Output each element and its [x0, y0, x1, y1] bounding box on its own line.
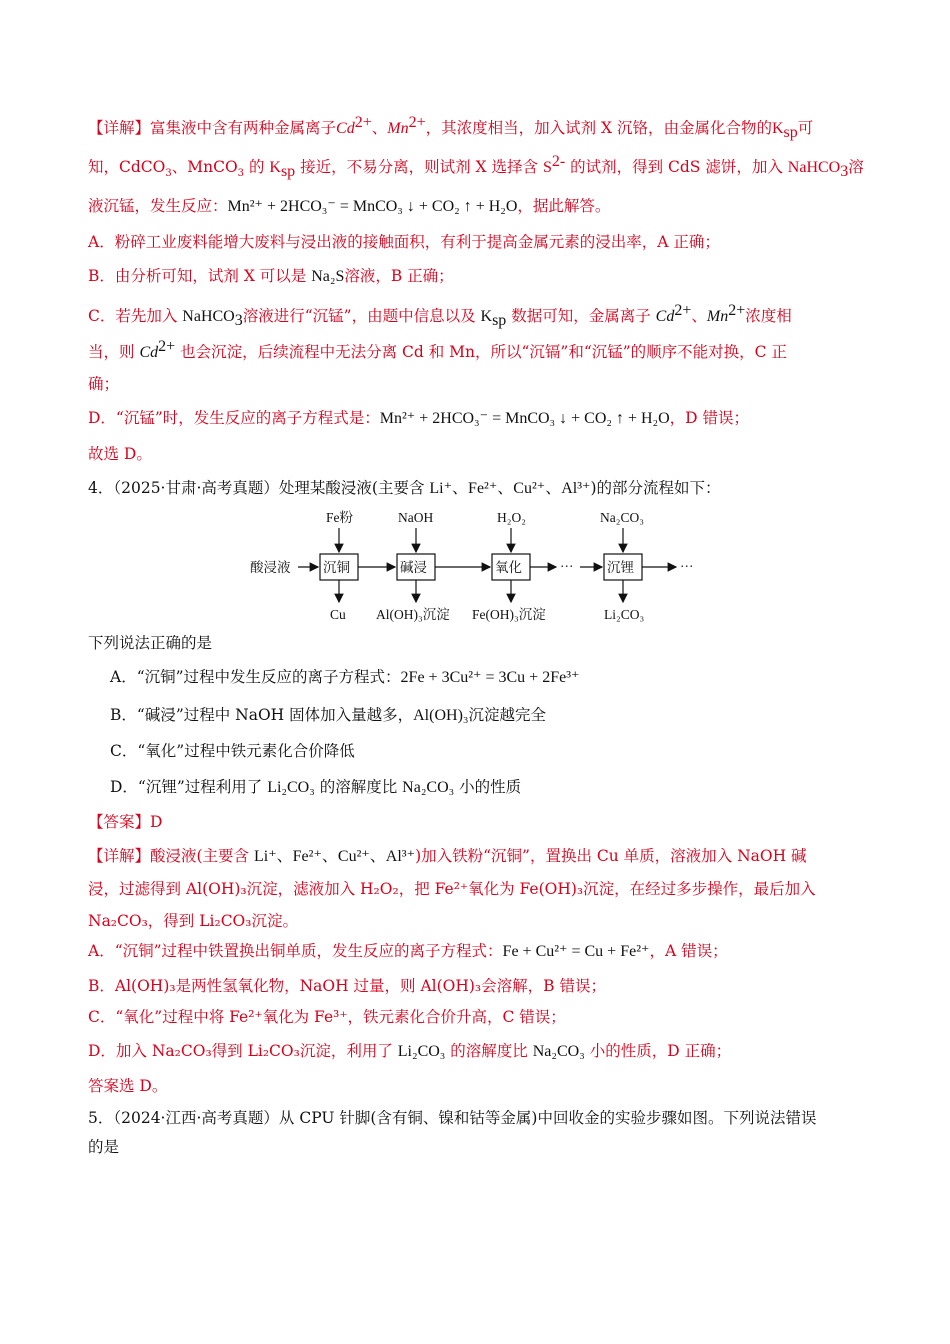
- product-label: Cu: [330, 607, 346, 622]
- charge: 2+: [354, 113, 372, 131]
- formula: Na₂S: [311, 268, 345, 285]
- subscript: 3: [165, 168, 172, 180]
- explain-4-answer: [88, 1075, 878, 1097]
- explain-4-option-a: [88, 940, 878, 963]
- stem-text: 4．（2025·甘肃·高考真题）处理某酸浸液(主要含: [88, 479, 430, 497]
- option-c-line-3: [88, 373, 878, 395]
- explain-line-2: [88, 152, 878, 181]
- explain-4-option-d: [88, 1040, 878, 1063]
- option-text: 当，则: [88, 343, 140, 361]
- diagram-input-label: 酸浸液: [250, 560, 291, 575]
- box-label: 沉铜: [323, 560, 350, 575]
- option-text: A．“沉铜”过程中发生反应的离子方程式：: [110, 668, 401, 686]
- explain-text: 浸，过滤得到 Al(OH)₃沉淀，滤液加入 H₂O₂，把 Fe²⁺氧化为 Fe(OH)₃沉淀，在经过多步操作，最后加入: [88, 880, 816, 898]
- reagent-label: H₂O₂: [497, 510, 526, 525]
- explain-text: B．Al(OH)₃是两性氢氧化物，NaOH 过量，则 Al(OH)₃会溶解，B 错误；: [88, 977, 606, 995]
- option-c-line-2: [88, 337, 878, 364]
- explain-text: 【详解】酸浸液(主要含: [88, 847, 254, 865]
- explain-text: 可: [797, 119, 814, 137]
- explain-4-line-3: [88, 910, 878, 932]
- answer-text: 答案选 D。: [88, 1077, 168, 1095]
- explain-4-line-1: [88, 845, 878, 868]
- option-text: 小的性质: [454, 778, 522, 796]
- box-label: 氧化: [495, 560, 522, 575]
- stem-text: )的部分流程如下：: [590, 479, 721, 497]
- option-a: [88, 231, 878, 253]
- explain-text: 的溶解度比: [445, 1042, 533, 1060]
- option-text: 溶液进行“沉锰”，由题中信息以及: [242, 307, 481, 325]
- charge: 2+: [158, 337, 176, 355]
- ions: Li⁺、Fe²⁺、Cu²⁺、Al³⁺: [253, 848, 416, 865]
- explain-4-line-2: [88, 878, 878, 900]
- flow-ellipsis: ···: [680, 559, 694, 574]
- option-text: A．粉碎工业废料能增大废料与浸出液的接触面积，有利于提高金属元素的浸出率，A 正确；: [88, 233, 720, 251]
- ksp-symbol: K: [480, 308, 493, 325]
- question-4-stem: [88, 477, 878, 500]
- cd-ion: Cd: [655, 308, 675, 325]
- prompt-text: 下列说法正确的是: [88, 634, 213, 652]
- ions: Li⁺、Fe²⁺、Cu²⁺、Al³⁺: [429, 480, 591, 497]
- ksp-sub: sp: [280, 163, 296, 181]
- explain-text: C．“氧化”过程中将 Fe²⁺氧化为 Fe³⁺，铁元素化合价升高，C 错误；: [88, 1008, 566, 1026]
- explain-text: 液沉锰，发生反应：: [88, 197, 228, 215]
- option-text: 、: [691, 307, 707, 325]
- explain-text: 知，CdCO: [88, 158, 166, 176]
- box-label: 碱浸: [400, 560, 427, 575]
- reagent-label: NaOH: [398, 510, 434, 525]
- explain-text: 、MnCO: [171, 158, 238, 176]
- formula: Li₂CO₃: [267, 779, 315, 796]
- explain-line-3: [88, 195, 878, 218]
- q4-option-b: [110, 704, 900, 727]
- answer-4: [88, 811, 878, 833]
- option-text: D．“沉锰”时，发生反应的离子方程式是：: [88, 409, 380, 427]
- formula: Li₂CO₃: [397, 1043, 446, 1060]
- reaction-equation: Mn²⁺ + 2HCO₃⁻ = MnCO₃ ↓ + CO₂ ↑ + H₂O: [379, 410, 670, 427]
- formula: Na₂CO₃: [402, 779, 455, 796]
- option-text: 数据可知，金属离子: [506, 307, 656, 325]
- formula: NaHCO: [182, 308, 235, 325]
- formula: Al(OH)₃: [413, 707, 469, 724]
- explain-text: )加入铁粉“沉铜”，置换出 Cu 单质，溶液加入 NaOH 碱: [415, 847, 807, 865]
- option-text: B．由分析可知，试剂 X 可以是: [88, 267, 312, 285]
- option-b: [88, 265, 878, 288]
- explain-text: A．“沉铜”过程中铁置换出铜单质，发生反应的离子方程式：: [88, 942, 503, 960]
- ksp-sub: sp: [492, 312, 507, 330]
- explain-text: 溶: [848, 158, 864, 176]
- explain-4-option-c: [88, 1006, 878, 1028]
- reagent-label: Na₂CO₃: [600, 510, 644, 525]
- question-5-line-2: [88, 1136, 878, 1158]
- box-label: 沉锂: [607, 560, 634, 575]
- explain-text: D．加入 Na₂CO₃得到 Li₂CO₃沉淀，利用了: [88, 1042, 398, 1060]
- explain-text: 小的性质，D 正确；: [584, 1042, 732, 1060]
- q4-option-d: [110, 776, 900, 799]
- charge: 2+: [728, 301, 746, 319]
- explain-text: 的试剂，得到 CdS 滤饼，加入: [565, 158, 788, 176]
- stem-text: 5．（2024·江西·高考真题）从 CPU 针脚(含有铜、镍和钴等金属)中回收金的实验步骤如图。下列说法错误: [88, 1109, 817, 1127]
- option-text: B．“碱浸”过程中 NaOH 固体加入量越多，: [110, 706, 414, 724]
- option-text: 沉淀越完全: [468, 706, 546, 724]
- explain-text: 的: [244, 158, 270, 176]
- reaction-equation: Fe + Cu²⁺ = Cu + Fe²⁺: [502, 943, 650, 960]
- ksp-symbol: K: [771, 120, 784, 137]
- explain-4-option-b: [88, 975, 878, 997]
- product-label: Al(OH)₃沉淀: [376, 607, 450, 622]
- charge: 2-: [551, 152, 566, 170]
- flow-ellipsis: ···: [560, 559, 574, 574]
- separator: 、: [371, 119, 388, 137]
- option-text: 溶液，B 正确；: [344, 267, 454, 285]
- explain-line-1: [88, 113, 878, 142]
- explain-text: Na₂CO₃，得到 Li₂CO₃沉淀。: [88, 912, 298, 930]
- product-label: Fe(OH)₃沉淀: [472, 607, 546, 622]
- charge: 2+: [674, 301, 692, 319]
- question-5-line-1: [88, 1107, 878, 1129]
- option-text: ，D 错误；: [669, 409, 750, 427]
- ksp-sub: sp: [783, 124, 798, 142]
- option-text: C．“氧化”过程中铁元素化合价降低: [110, 742, 355, 760]
- option-text: 的溶解度比: [314, 778, 403, 796]
- cd-ion: Cd: [336, 120, 355, 137]
- answer-line: [88, 443, 878, 465]
- sulfide-ion: S: [542, 159, 552, 176]
- question-4-prompt: [88, 632, 878, 654]
- q4-option-a: [110, 666, 900, 689]
- explain-text: ，据此解答。: [517, 197, 611, 215]
- process-flow-diagram: [240, 505, 720, 630]
- stem-text: 的是: [88, 1138, 120, 1156]
- subscript: 3: [237, 168, 245, 180]
- product-label: Li₂CO₃: [604, 607, 645, 622]
- answer-text: 【答案】D: [88, 813, 163, 831]
- option-text: 也会沉淀，后续流程中无法分离 Cd 和 Mn，所以“沉镉”和“沉锰”的顺序不能对换，C 正: [175, 343, 787, 361]
- option-c-line-1: [88, 301, 878, 330]
- ksp-symbol: K: [269, 159, 281, 176]
- mn-ion: Mn: [706, 308, 729, 325]
- reaction-equation: 2Fe + 3Cu²⁺ = 3Cu + 2Fe³⁺: [400, 669, 580, 686]
- formula: Na₂CO₃: [532, 1043, 585, 1060]
- reaction-equation: Mn²⁺ + 2HCO₃⁻ = MnCO₃ ↓ + CO₂ ↑ + H₂O: [227, 198, 518, 215]
- option-text: 确；: [88, 375, 120, 393]
- q4-option-c: [110, 740, 900, 762]
- option-d: [88, 407, 878, 430]
- cd-ion: Cd: [139, 344, 159, 361]
- explain-text: ，其浓度相当，加入试剂 X 沉铬，由金属化合物的: [425, 119, 772, 137]
- option-text: 浓度相: [745, 307, 792, 325]
- answer-text: 故选 D。: [88, 445, 152, 463]
- option-text: D．“沉锂”过程利用了: [110, 778, 268, 796]
- option-text: C．若先加入: [88, 307, 183, 325]
- reagent-label: Fe粉: [326, 510, 353, 525]
- explain-text: 接近，不易分离，则试剂 X 选择含: [295, 158, 543, 176]
- explain-text: 【详解】富集液中含有两种金属离子: [88, 119, 337, 137]
- explain-text: ，A 错误；: [649, 942, 728, 960]
- nahco3-formula: NaHCO: [787, 159, 841, 176]
- charge: 2+: [408, 113, 426, 131]
- subscript: 3: [234, 312, 243, 330]
- mn-ion: Mn: [387, 120, 409, 137]
- subscript: 3: [840, 163, 849, 181]
